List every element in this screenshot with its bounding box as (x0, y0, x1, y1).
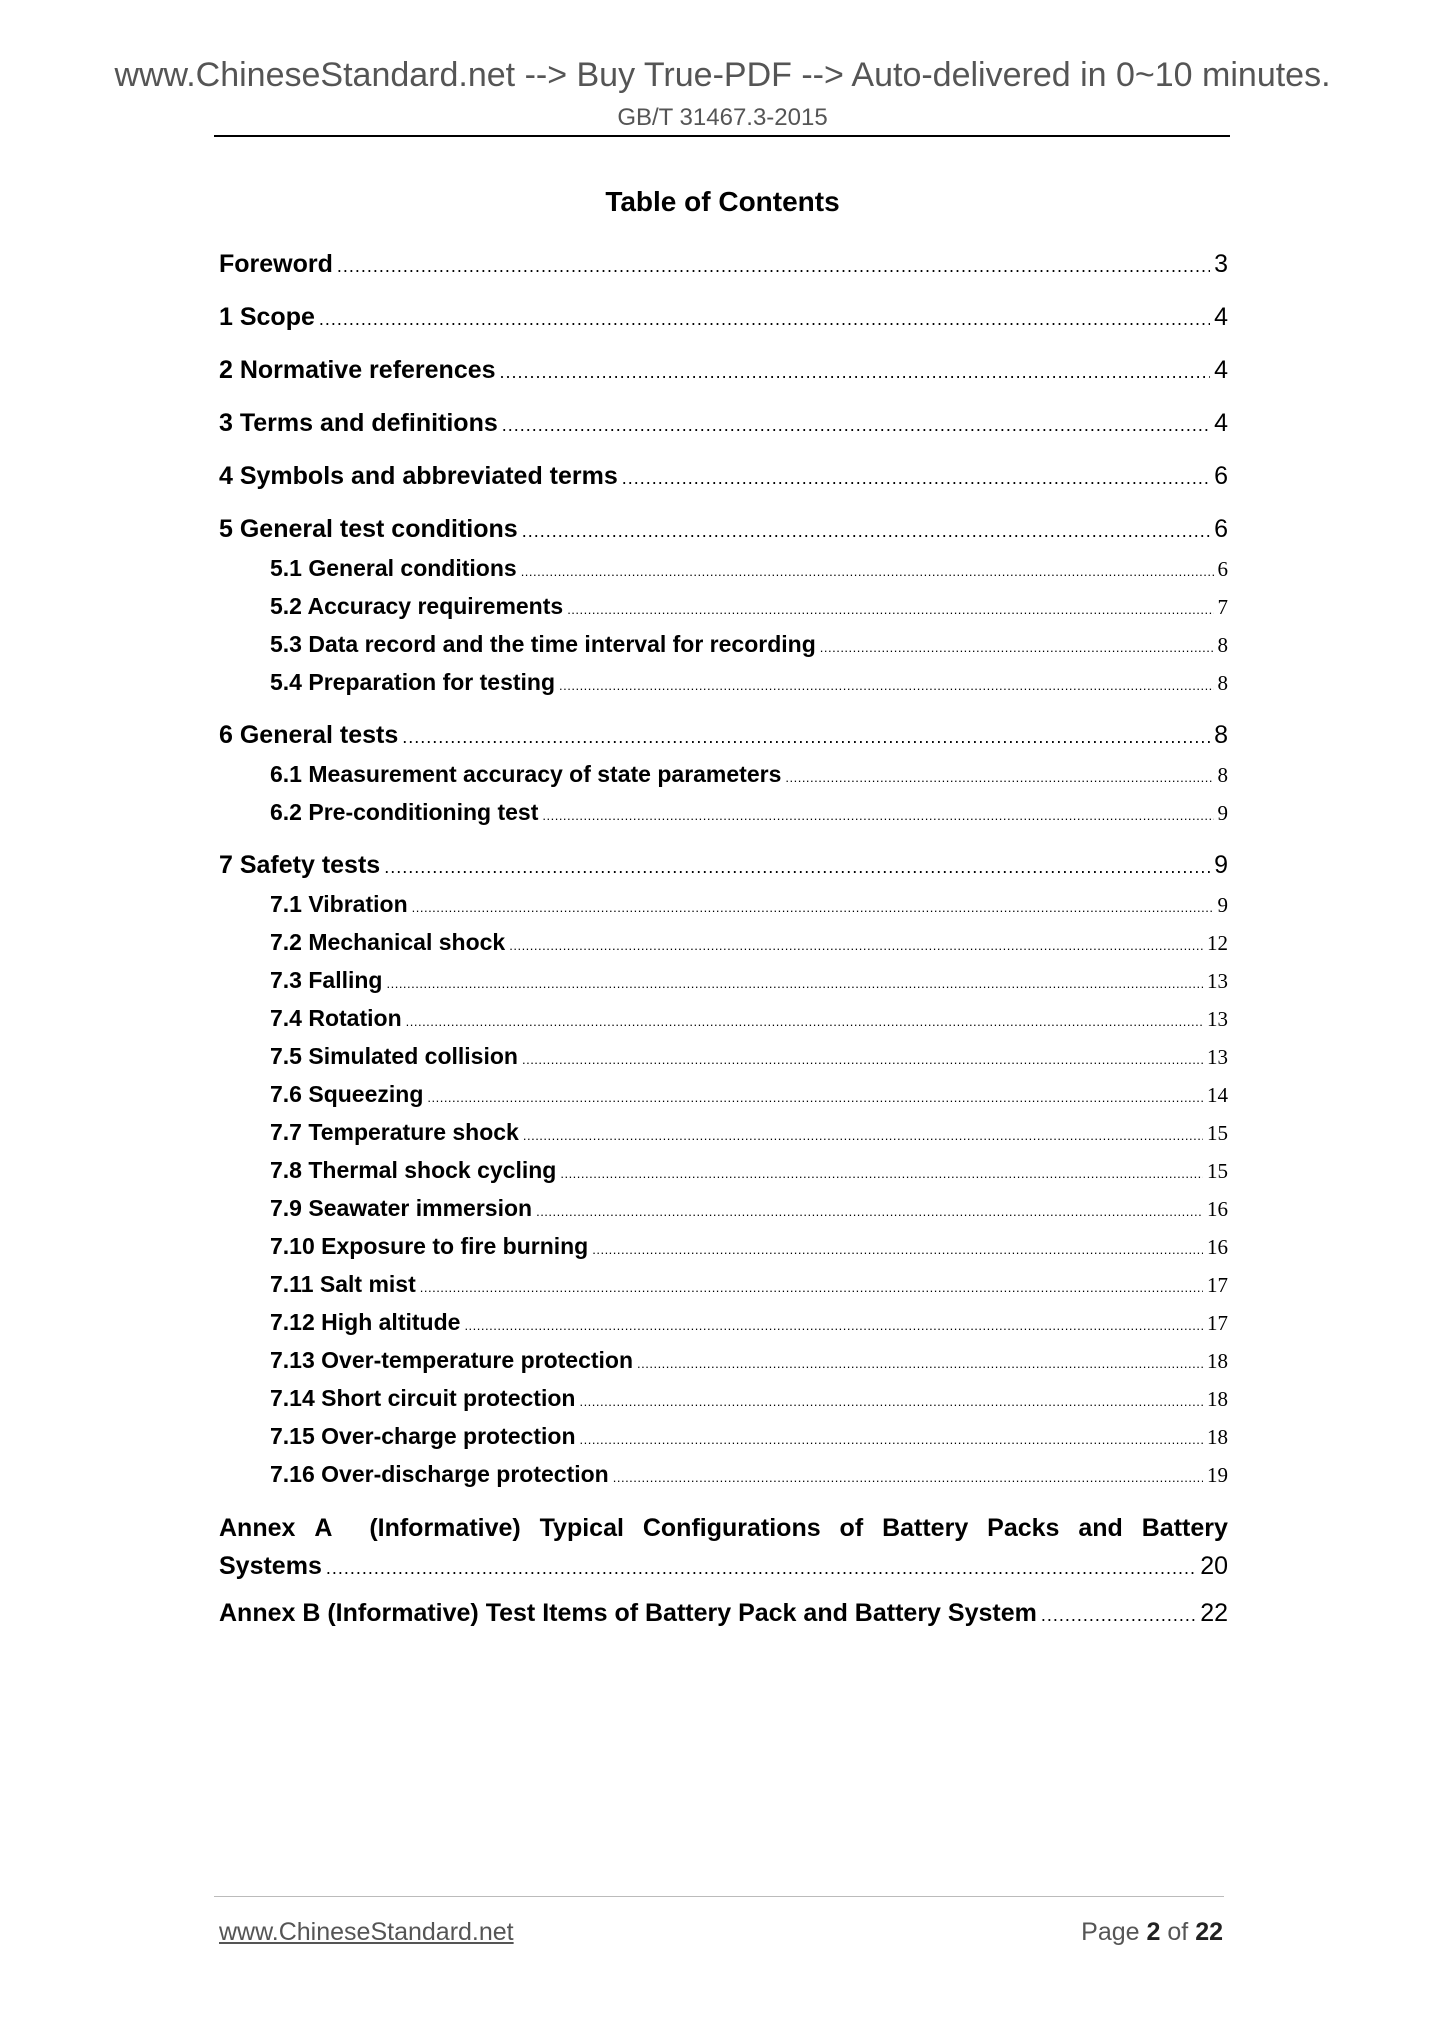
leader-dots (402, 727, 1210, 748)
toc-entry-7-11[interactable] (270, 1271, 1228, 1298)
toc-entry-7-1[interactable] (270, 891, 1228, 918)
leader-dots (509, 938, 1203, 953)
toc-entry-page: 15 (1207, 1159, 1228, 1183)
footer-page-number (1081, 1918, 1223, 1947)
header-banner: www.ChineseStandard.net --> Buy True-PDF --> Auto-delivered in 0~10 minutes. (114, 56, 1331, 94)
annex-a-word: (Informative) (369, 1514, 521, 1542)
toc-entry-label: 5.1 General conditions (270, 555, 517, 581)
toc-entry-7-13[interactable] (270, 1347, 1228, 1374)
toc-entry-foreword[interactable] (219, 250, 1228, 279)
standard-number: GB/T 31467.3-2015 (617, 104, 828, 131)
toc-entry-label: 7.15 Over-charge protection (270, 1423, 576, 1449)
toc-entry-page: 13 (1207, 969, 1228, 993)
leader-dots (559, 678, 1213, 693)
toc-entry-page: 18 (1207, 1349, 1228, 1373)
leader-dots (820, 640, 1214, 655)
toc-entry-page: 16 (1207, 1197, 1228, 1221)
toc-entry-label: 7.5 Simulated collision (270, 1043, 518, 1069)
leader-dots (580, 1432, 1204, 1447)
toc-entry-label: 7.2 Mechanical shock (270, 929, 506, 955)
toc-entry-page: 8 (1217, 633, 1228, 657)
toc-entry-6-2[interactable] (270, 799, 1228, 826)
toc-entry-page: 6 (1217, 557, 1228, 581)
toc-entry-page: 22 (1200, 1599, 1228, 1627)
toc-entry-label: 6.1 Measurement accuracy of state parameters (270, 761, 782, 787)
toc-entry-page: 4 (1214, 409, 1228, 437)
toc-entry-normative-references[interactable] (219, 356, 1228, 385)
leader-dots (579, 1394, 1203, 1409)
toc-entry-label: Foreword (219, 250, 333, 278)
leader-dots (420, 1280, 1203, 1295)
toc-entry-7-4[interactable] (270, 1005, 1228, 1032)
toc-entry-annex-a[interactable] (219, 1509, 1228, 1587)
toc-entry-label: 7.14 Short circuit protection (270, 1385, 576, 1411)
annex-a-word: Packs (987, 1514, 1060, 1542)
leader-dots (567, 602, 1213, 617)
toc-entry-page: 12 (1207, 931, 1228, 955)
toc-entry-page: 19 (1207, 1463, 1228, 1487)
page-of: of (1167, 1918, 1189, 1946)
leader-dots (521, 564, 1214, 579)
annex-a-word: Battery (882, 1514, 969, 1542)
toc-entry-6-1[interactable] (270, 761, 1228, 788)
leader-dots (427, 1090, 1203, 1105)
toc-entry-7-6[interactable] (270, 1081, 1228, 1108)
toc-entry-general-tests[interactable] (219, 721, 1228, 750)
toc-entry-7-7[interactable] (270, 1119, 1228, 1146)
toc-entry-5-1[interactable] (270, 555, 1228, 582)
toc-entry-page: 9 (1217, 801, 1228, 825)
toc-entry-7-9[interactable] (270, 1195, 1228, 1222)
toc-entry-scope[interactable] (219, 303, 1228, 332)
toc-entry-safety-tests[interactable] (219, 851, 1228, 880)
toc-entry-page: 4 (1214, 356, 1228, 384)
toc-entry-page: 4 (1214, 303, 1228, 331)
footer-site-link[interactable]: www.ChineseStandard.net (219, 1918, 514, 1946)
page-current: 2 (1146, 1918, 1161, 1946)
toc-entry-page: 14 (1207, 1083, 1228, 1107)
toc-entry-label: 7.6 Squeezing (270, 1081, 424, 1107)
toc-entry-label: 7.16 Over-discharge protection (270, 1461, 609, 1487)
leader-dots (560, 1166, 1203, 1181)
header-divider (214, 135, 1230, 137)
annex-a-word: Typical (539, 1514, 624, 1542)
annex-a-title-line (219, 1509, 1228, 1547)
toc-entry-page: 15 (1207, 1121, 1228, 1145)
toc-entry-symbols[interactable] (219, 462, 1228, 491)
toc-entry-label: 5.2 Accuracy requirements (270, 593, 564, 619)
toc-entry-label: 1 Scope (219, 303, 315, 331)
toc-entry-page: 7 (1217, 595, 1228, 619)
leader-dots (1041, 1605, 1196, 1626)
leader-dots (500, 362, 1211, 383)
toc-entry-general-test-conditions[interactable] (219, 515, 1228, 544)
toc-entry-label: 5 General test conditions (219, 515, 518, 543)
leader-dots (464, 1318, 1203, 1333)
leader-dots (637, 1356, 1203, 1371)
toc-entry-label: 5.4 Preparation for testing (270, 669, 556, 695)
leader-dots (536, 1204, 1203, 1219)
annex-a-word: and (1078, 1514, 1123, 1542)
toc-entry-page: 18 (1207, 1425, 1228, 1449)
toc-entry-7-8[interactable] (270, 1157, 1228, 1184)
toc-entry-7-2[interactable] (270, 929, 1228, 956)
toc-entry-label: 5.3 Data record and the time interval for recording (270, 631, 816, 657)
leader-dots (523, 1128, 1203, 1143)
toc-entry-label: 7 Safety tests (219, 851, 381, 879)
annex-a-word: Battery (1141, 1514, 1228, 1542)
toc-entry-label: 3 Terms and definitions (219, 409, 498, 437)
leader-dots (542, 808, 1213, 823)
toc-entry-label: 7.13 Over-temperature protection (270, 1347, 634, 1373)
toc-entry-page: 13 (1207, 1007, 1228, 1031)
toc-entry-label: 2 Normative references (219, 356, 496, 384)
toc-entry-5-3[interactable] (270, 631, 1228, 658)
toc-entry-7-12[interactable] (270, 1309, 1228, 1336)
leader-dots (326, 1549, 1196, 1587)
annex-a-word: Annex (219, 1514, 296, 1542)
toc-entry-label: 7.7 Temperature shock (270, 1119, 519, 1145)
toc-entry-label: 7.12 High altitude (270, 1309, 461, 1335)
toc-entry-page: 16 (1207, 1235, 1228, 1259)
toc-entry-label: 7.9 Seawater immersion (270, 1195, 533, 1221)
toc-entry-7-16[interactable] (270, 1461, 1228, 1488)
toc-entry-5-2[interactable] (270, 593, 1228, 620)
annex-a-word: A (314, 1514, 333, 1542)
leader-dots (502, 415, 1210, 436)
toc-title: Table of Contents (605, 186, 840, 217)
toc-entry-annex-b[interactable] (219, 1599, 1228, 1628)
leader-dots (319, 309, 1210, 330)
toc-entry-7-15[interactable] (270, 1423, 1228, 1450)
toc-entry-label: 4 Symbols and abbreviated terms (219, 462, 618, 490)
toc-entry-label: 7.10 Exposure to fire burning (270, 1233, 589, 1259)
toc-entry-page: 6 (1214, 462, 1228, 490)
page-prefix: Page (1081, 1918, 1140, 1946)
annex-a-second-line (219, 1547, 1228, 1587)
toc-entry-label: 7.8 Thermal shock cycling (270, 1157, 557, 1183)
toc-entry-page: 17 (1207, 1311, 1228, 1335)
toc-entry-label: 6 General tests (219, 721, 399, 749)
annex-a-word: Configurations (642, 1514, 821, 1542)
leader-dots (386, 976, 1203, 991)
footer-divider (214, 1896, 1224, 1897)
toc-entry-label: 6.2 Pre-conditioning test (270, 799, 539, 825)
toc-entry-7-3[interactable] (270, 967, 1228, 994)
leader-dots (592, 1242, 1203, 1257)
toc-entry-page: 9 (1214, 851, 1228, 879)
toc-entry-terms-definitions[interactable] (219, 409, 1228, 438)
toc-entry-label: Annex B (Informative) Test Items of Battery Pack and Battery System (219, 1599, 1037, 1627)
leader-dots (406, 1014, 1203, 1029)
toc-entry-label: 7.3 Falling (270, 967, 383, 993)
leader-dots (384, 857, 1210, 878)
leader-dots (412, 900, 1214, 915)
toc-entry-7-5[interactable] (270, 1043, 1228, 1070)
toc-entry-page: 17 (1207, 1273, 1228, 1297)
leader-dots (337, 256, 1210, 277)
toc-entry-5-4[interactable] (270, 669, 1228, 696)
toc-entry-label: 7.4 Rotation (270, 1005, 402, 1031)
toc-entry-page: 9 (1217, 893, 1228, 917)
toc-entry-page: 8 (1214, 721, 1228, 749)
toc-entry-page: 8 (1217, 763, 1228, 787)
toc-entry-page: 18 (1207, 1387, 1228, 1411)
toc-entry-label: 7.1 Vibration (270, 891, 408, 917)
toc-entry-page: 13 (1207, 1045, 1228, 1069)
toc-entry-7-14[interactable] (270, 1385, 1228, 1412)
leader-dots (785, 770, 1213, 785)
leader-dots (522, 521, 1210, 542)
leader-dots (613, 1470, 1203, 1485)
toc-entry-page: 3 (1214, 250, 1228, 278)
toc-entry-page: 8 (1217, 671, 1228, 695)
leader-dots (522, 1052, 1203, 1067)
toc-entry-page: 6 (1214, 515, 1228, 543)
toc-entry-page: 20 (1200, 1552, 1228, 1580)
toc-entry-label: 7.11 Salt mist (270, 1271, 416, 1297)
toc-entry-label: Systems (219, 1552, 322, 1580)
page-total: 22 (1195, 1918, 1223, 1946)
annex-a-word: of (839, 1514, 864, 1542)
leader-dots (622, 468, 1210, 489)
toc-entry-7-10[interactable] (270, 1233, 1228, 1260)
